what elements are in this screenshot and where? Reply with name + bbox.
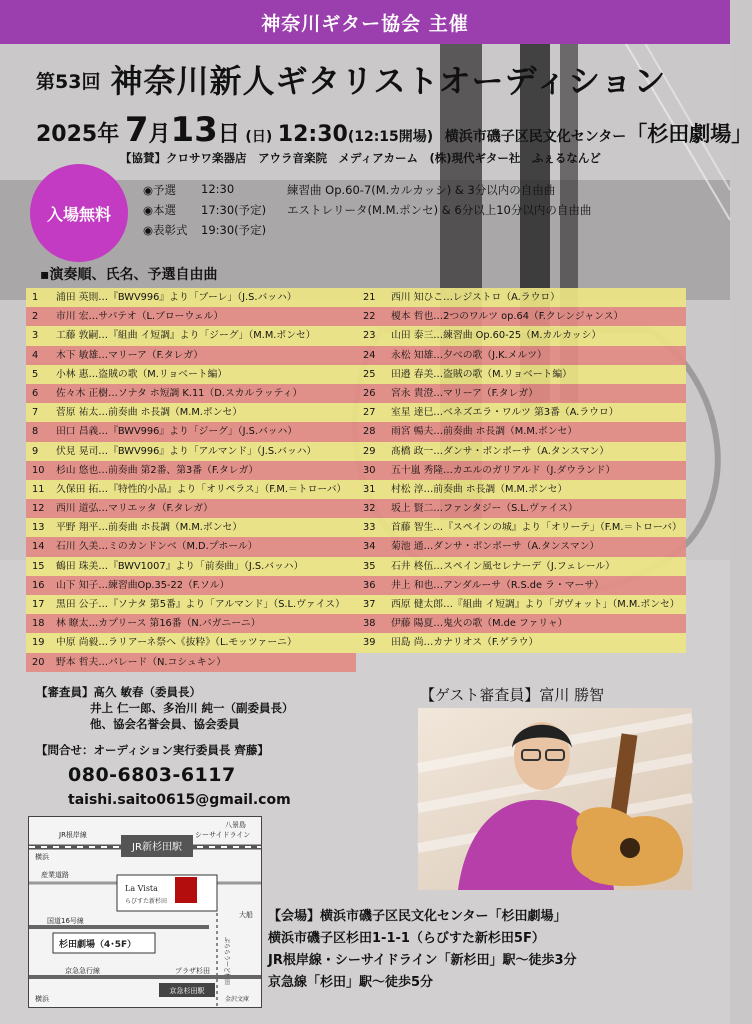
performer-number: 4 (32, 349, 39, 361)
performer-entry: 工藤 敦嗣…『組曲 イ短調』より「ジーグ」（M.M.ポンセ） (56, 330, 316, 342)
performer-number: 28 (363, 426, 376, 438)
performer-number: 37 (363, 599, 376, 610)
start-time: 12:30 (277, 122, 348, 147)
performer-entry: 永松 知雄…夕べの歌（J.K.メルツ） (391, 349, 547, 361)
performer-row (356, 537, 686, 556)
map-yatsu: 八景島 (225, 821, 246, 829)
performer-row (26, 633, 356, 652)
venue-map (28, 816, 262, 1008)
schedule-time: 17:30(予定) (201, 203, 267, 217)
performer-entry: 五十嵐 秀隆…カエルのガリアルド（J.ダウランド） (391, 464, 616, 476)
performer-list-left (26, 288, 356, 672)
performer-row (356, 480, 686, 499)
date-day-unit: 日 (217, 122, 240, 147)
contact-phone[interactable]: 080-6803-6117 (68, 764, 236, 786)
performer-entry: 西川 道弘…マリエッタ（F.タレガ） (56, 503, 213, 515)
performer-number: 5 (32, 368, 39, 380)
organizer-banner (0, 0, 730, 44)
performer-entry: 西原 健太郎…『組曲 イ短調』より「ガヴォット」（M.M.ポンセ） (391, 599, 680, 610)
schedule-desc: エストレリータ(M.M.ポンセ) & 6分以上10分以内の自由曲 (287, 203, 592, 217)
schedule-label: ◉表彰式 (143, 223, 188, 237)
edition-label: 第53回 (36, 71, 101, 93)
performer-number: 8 (32, 426, 39, 438)
performer-entry: 榎本 哲也…2つのワルツ op.64（F.クレンジャンス） (391, 311, 624, 323)
performer-entry: 杉山 悠也…前奏曲 第2番、第3番（F.タレガ） (56, 464, 259, 476)
map-sangyo: 産業道路 (41, 871, 69, 879)
performer-entry: 田邉 春美…盗賊の歌（M.リョベート編） (391, 368, 572, 380)
performer-row (356, 595, 686, 614)
performer-number: 21 (363, 292, 376, 303)
contact-label: 【問合せ：オーディション実行委員長 齊藤】 (36, 743, 269, 757)
performer-row (356, 288, 686, 307)
venue-line-4: 京急線「杉田」駅〜徒歩5分 (268, 975, 434, 990)
performer-entry: 小林 惠…盗賊の歌（M.リョベート編） (56, 368, 228, 380)
performer-number: 16 (32, 579, 45, 591)
performer-list-right (356, 288, 686, 653)
performer-number: 3 (32, 330, 39, 342)
performer-number: 23 (363, 330, 376, 342)
performer-entry: 佐々木 正樹…ソナタ ホ短調 K.11（D.スカルラッティ） (56, 387, 303, 399)
schedule-time: 19:30(予定) (201, 223, 267, 237)
schedule-time: 12:30 (201, 182, 235, 196)
performer-number: 36 (363, 579, 376, 591)
performer-entry: 市川 宏…サパテオ（L.ブローウェル） (56, 311, 224, 323)
performer-row (26, 346, 356, 365)
performer-number: 27 (363, 407, 376, 419)
date-day: 13 (170, 110, 218, 150)
guitarist-photo-illustration (418, 708, 692, 890)
date-month-unit: 月 (148, 122, 171, 147)
performer-entry: 浦田 英則…『BWV996』より「ブーレ」（J.S.バッハ） (56, 292, 297, 303)
performer-row (356, 384, 686, 403)
free-admission-badge (30, 164, 128, 262)
performer-entry: 菅原 祐太…前奏曲 ホ長調（M.M.ポンセ） (56, 407, 243, 419)
page-title (36, 56, 666, 102)
map-illustration (29, 817, 261, 1007)
performer-number: 35 (363, 560, 376, 572)
map-plaza: プラザ杉田 (175, 967, 210, 975)
performer-row (26, 442, 356, 461)
map-keikyu-station: 京急杉田駅 (169, 987, 205, 995)
venue-line-3: JR根岸線・シーサイドライン「新杉田」駅〜徒歩3分 (268, 953, 577, 968)
free-admission-text: 入場無料 (46, 204, 111, 224)
performer-number: 25 (363, 368, 376, 380)
performer-number: 2 (32, 311, 39, 323)
date-weekday: (日) (245, 129, 273, 145)
venue-line-1: 【会場】横浜市磯子区民文化センター「杉田劇場」 (268, 909, 567, 924)
performer-row (26, 422, 356, 441)
performer-row (26, 365, 356, 384)
performer-row (26, 576, 356, 595)
performer-number: 9 (32, 445, 39, 457)
event-date-line (36, 110, 752, 150)
performer-number: 17 (32, 599, 45, 610)
performer-entry: 井上 和也…アンダルーサ（R.S.de ラ・マーサ） (391, 579, 604, 591)
performer-entry: 林 瞭太…カプリース 第16番（N.パガニーニ） (56, 618, 261, 630)
performer-entry: 首藤 智生…『スペインの城』より「オリーテ」（F.M.＝トローバ） (391, 522, 682, 534)
performer-row (26, 384, 356, 403)
performer-row (356, 307, 686, 326)
performer-entry: 髙橋 政一…ダンサ・ポンポーサ（A.タンスマン） (391, 445, 610, 457)
performer-row (356, 614, 686, 633)
performer-row (26, 537, 356, 556)
performer-row (356, 518, 686, 537)
performer-entry: 木下 敏雄…マリーア（F.タレガ） (56, 349, 204, 361)
performer-row (26, 288, 356, 307)
performer-number: 19 (32, 637, 45, 649)
performer-entry: 西川 知ひこ…レジストロ（A.ラウロ） (391, 292, 560, 303)
performer-row (356, 461, 686, 480)
map-seaside-line: シーサイドライン (195, 831, 251, 839)
contact-email[interactable]: taishi.saito0615@gmail.com (68, 792, 291, 808)
performer-number: 33 (363, 522, 376, 534)
performer-row (356, 557, 686, 576)
performer-number: 31 (363, 483, 376, 495)
performer-row (26, 595, 356, 614)
performer-row (26, 480, 356, 499)
map-theatre: 杉田劇場（4･5F） (59, 940, 137, 950)
performer-entry: 伊藤 陽夏…鬼火の歌（M.de ファリャ） (391, 618, 568, 630)
performer-number: 10 (32, 464, 45, 476)
map-yokohama-bottom: 横浜 (35, 995, 49, 1003)
schedule-label: ◉本選 (143, 203, 177, 217)
map-kanazawa: 金沢文庫 (225, 996, 250, 1003)
performer-entry: 坂上 賢二…ファンタジー（S.L.ヴァイス） (391, 503, 578, 515)
performer-entry: 山下 知子…練習曲Op.35-22（F.ソル） (56, 579, 230, 591)
judges-block (36, 684, 294, 732)
map-lavista: La Vista (125, 884, 158, 893)
guest-judge-photo (418, 708, 692, 890)
date-month: 7 (124, 110, 149, 150)
performer-number: 30 (363, 464, 376, 476)
open-time: (12:15開場) (347, 129, 434, 145)
performer-number: 26 (363, 387, 376, 399)
performer-entry: 伏見 晃司…『BWV996』より「アルマンド」（J.S.バッハ） (56, 445, 317, 457)
performer-entry: 石井 柊伍…スペイン風セレナーデ（J.フェレール） (391, 560, 615, 572)
title-text: 神奈川新人ギタリストオーディション (110, 62, 667, 100)
performer-number: 11 (32, 483, 45, 495)
performer-number: 22 (363, 311, 376, 323)
performer-row (356, 422, 686, 441)
date-year: 2025年 (36, 122, 120, 147)
map-keikyu-line: 京急急行線 (65, 967, 100, 975)
performer-row (26, 326, 356, 345)
judges-line-2: 井上 仁一郎、多治川 純一（副委員長） (90, 701, 294, 715)
map-road: ぷららうーど杉田 (223, 937, 230, 986)
performer-row (356, 442, 686, 461)
venue-name: 横浜市磯子区民文化センター (444, 129, 627, 145)
judges-line-1: 【審査員】髙久 敏春（委員長） (36, 685, 202, 699)
map-yokohama-top: 横浜 (35, 853, 49, 861)
performer-entry: 平野 翔平…前奏曲 ホ長調（M.M.ポンセ） (56, 522, 243, 534)
performer-number: 7 (32, 407, 39, 419)
performer-number: 34 (363, 541, 376, 553)
contact-block (36, 742, 291, 808)
map-jr-line: JR根岸線 (59, 831, 87, 839)
performer-row (356, 403, 686, 422)
performer-entry: 鶴田 珠美…『BWV1007』より「前奏曲」（J.S.バッハ） (56, 560, 304, 572)
performer-number: 39 (363, 637, 376, 649)
performer-entry: 菊池 通…ダンサ・ポンポーサ（A.タンスマン） (391, 541, 600, 553)
performer-row (26, 653, 356, 672)
performer-number: 32 (363, 503, 376, 515)
hall-name: 「杉田劇場」 (626, 122, 752, 146)
performer-row (356, 499, 686, 518)
performer-entry: 村松 淳…前奏曲 ホ長調（M.M.ポンセ） (391, 483, 568, 495)
performer-row (26, 614, 356, 633)
performer-entry: 宮永 貴澄…マリーア（F.タレガ） (391, 387, 539, 399)
performer-list-heading: ▪演奏順、氏名、予選自由曲 (40, 267, 218, 283)
performer-number: 20 (32, 656, 45, 668)
schedule-desc: 練習曲 Op.60-7(M.カルカッシ) & 3分以内の自由曲 (287, 183, 556, 197)
performer-entry: 雨宮 暢夫…前奏曲 ホ長調（M.M.ポンセ） (391, 426, 578, 438)
map-jr-station: JR新杉田駅 (132, 842, 182, 853)
performer-entry: 室星 達巳…ベネズエラ・ワルツ 第3番（A.ラウロ） (391, 407, 619, 419)
map-route16: 国道16号線 (47, 917, 84, 925)
performer-row (26, 499, 356, 518)
performer-number: 15 (32, 560, 45, 572)
performer-entry: 石川 久美…ミのカンドンベ（M.D.プホール） (56, 541, 258, 553)
performer-row (356, 365, 686, 384)
performer-row (26, 307, 356, 326)
performer-entry: 山田 泰三…練習曲 Op.60-25（M.カルカッシ） (391, 330, 602, 342)
performer-number: 29 (363, 445, 376, 457)
venue-info (268, 906, 577, 994)
performer-number: 14 (32, 541, 45, 553)
organizer-text: 神奈川ギター協会 主催 (261, 12, 469, 35)
performer-number: 12 (32, 503, 45, 515)
performer-entry: 田口 昌義…『BWV996』より「ジーグ」（J.S.バッハ） (56, 426, 298, 438)
guest-judge-title: 【ゲスト審査員】富川 勝智 (420, 686, 605, 704)
performer-entry: 中原 尚毅…ラリアーネ祭へ《抜粋》（L.モッツァーニ） (56, 637, 297, 649)
performer-number: 1 (32, 292, 39, 303)
performer-entry: 田島 尚…カナリオス（F.ゲラウ） (391, 637, 539, 649)
venue-line-2: 横浜市磯子区杉田1-1-1（らびすた新杉田5F） (268, 931, 545, 946)
performer-number: 24 (363, 349, 376, 361)
performer-row (26, 403, 356, 422)
schedule-label: ◉予選 (143, 183, 177, 197)
sponsors-line: 【協賛】クロサワ楽器店 アウラ音楽院 メディアカーム (株)現代ギター社 ふぇるなんど (120, 151, 601, 165)
performer-row (356, 326, 686, 345)
performer-row (356, 633, 686, 652)
map-daimyo: 大船 (239, 911, 253, 919)
performer-row (356, 346, 686, 365)
performer-number: 13 (32, 522, 45, 534)
map-lavista-sub: らびすた新杉田 (125, 898, 168, 905)
performer-row (26, 461, 356, 480)
performer-entry: 黒田 公子…『ソナタ 第5番』より「アルマンド」（S.L.ヴァイス） (56, 599, 345, 610)
performer-row (26, 557, 356, 576)
performer-row (356, 576, 686, 595)
performer-number: 18 (32, 618, 45, 630)
performer-number: 38 (363, 618, 376, 630)
performer-row (26, 518, 356, 537)
judges-line-3: 他、協会名誉会員、協会委員 (90, 717, 240, 731)
performer-entry: 野本 哲夫…パレード（N.コシュキン） (56, 656, 227, 668)
performer-number: 6 (32, 387, 39, 399)
performer-entry: 久保田 拓…『特性的小品』より「オリペラス」（F.M.＝トローバ） (56, 483, 347, 495)
